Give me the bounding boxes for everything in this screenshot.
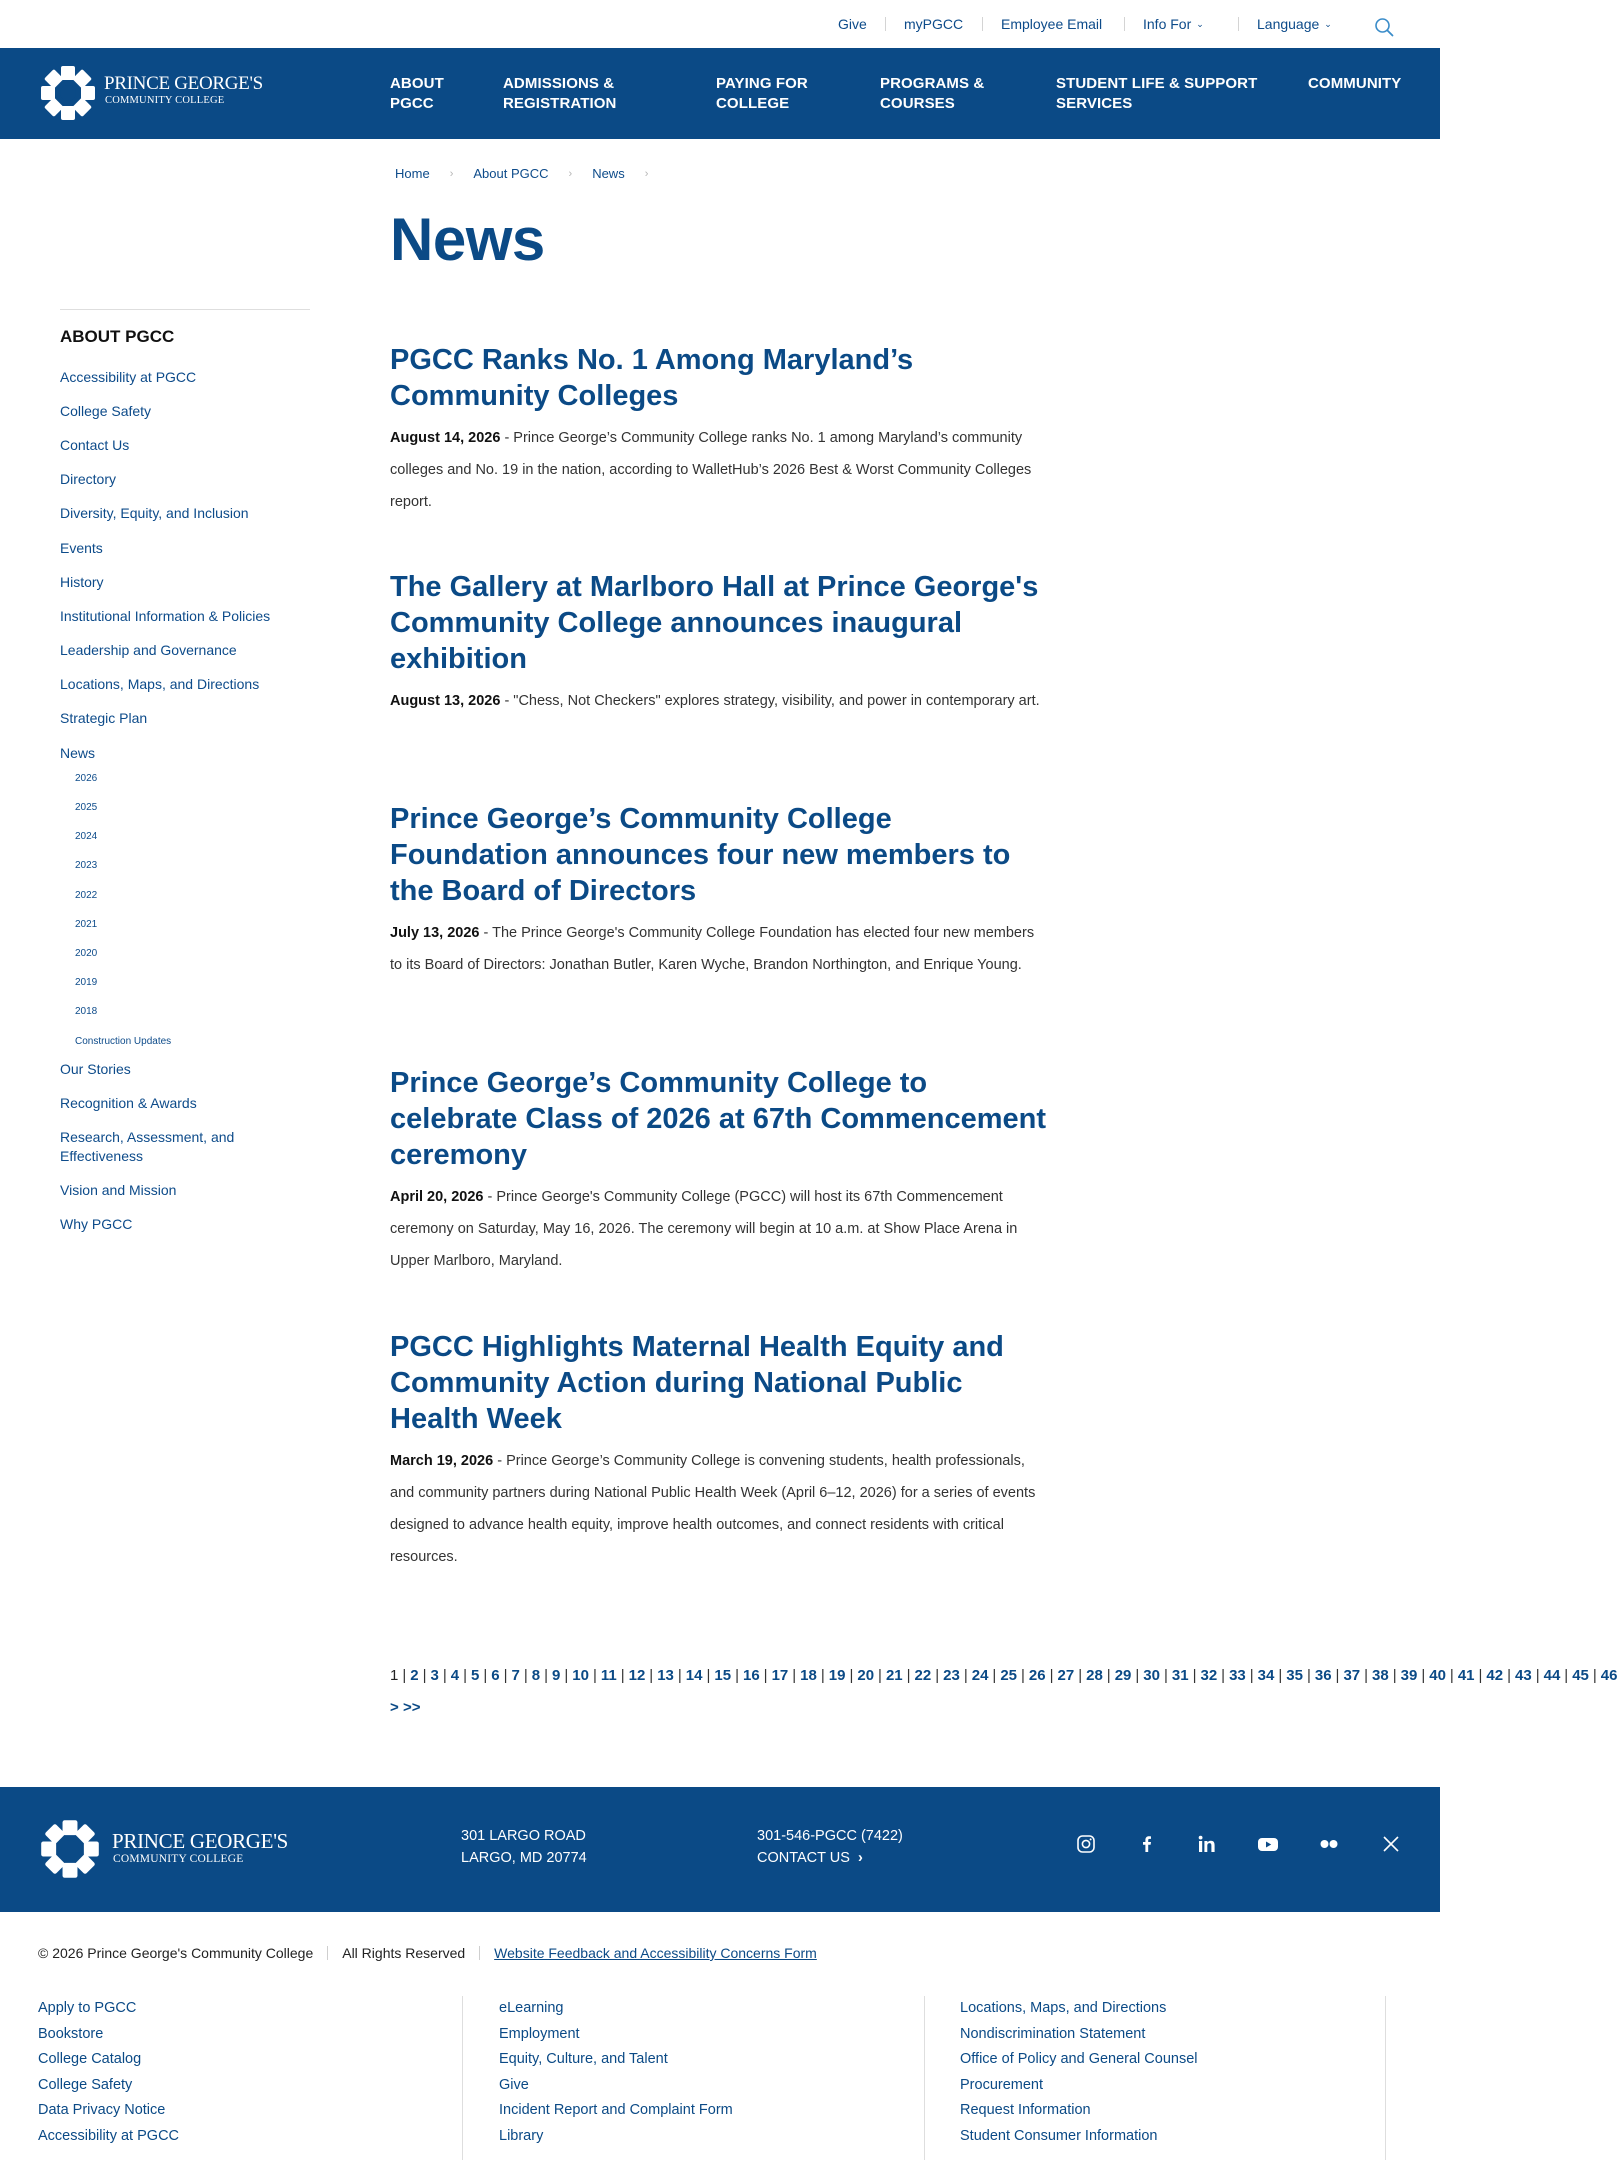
article-summary: [390, 917, 1050, 981]
nav-label: COMMUNITY: [1308, 75, 1402, 92]
article-summary: [390, 1181, 1050, 1277]
pagination-page-link[interactable]: 4: [450, 1667, 460, 1684]
x-twitter-link[interactable]: [1380, 1833, 1402, 1855]
pagination-next-link[interactable]: >: [390, 1699, 399, 1716]
footer-column-divider: [462, 1996, 463, 2160]
pagination-page-link[interactable]: 21: [885, 1667, 903, 1684]
pagination-separator: |: [1106, 1667, 1111, 1684]
nav-student-life-support[interactable]: [1056, 74, 1257, 114]
nav-label: STUDENT LIFE & SUPPORT SERVICES: [1056, 75, 1258, 112]
employee-email-link[interactable]: Employee Email: [1001, 16, 1103, 32]
pagination-separator: |: [463, 1667, 467, 1684]
x-icon: [1382, 1835, 1400, 1853]
pagination-separator: |: [1535, 1667, 1540, 1684]
utility-bar: [0, 0, 1440, 48]
pagination-separator: |: [544, 1667, 548, 1684]
news-article: [390, 1065, 1050, 1277]
article-title-link[interactable]: Prince George’s Community College to celebrate Class of 2026 at 67th Commencement ceremony: [390, 1067, 1046, 1171]
sidebar-divider: [60, 309, 310, 310]
pagination-separator: |: [483, 1667, 488, 1684]
nav-label: ABOUT PGCC: [390, 75, 444, 112]
sidebar-news-year[interactable]: 2018: [75, 1006, 98, 1017]
article-summary: [390, 422, 1050, 518]
linkedin-link[interactable]: [1196, 1833, 1218, 1855]
utility-separator: [1238, 17, 1239, 31]
main-navigation: [0, 48, 1440, 139]
pagination: [390, 1660, 1617, 1724]
pagination-separator: |: [1421, 1667, 1426, 1684]
sidebar-heading: ABOUT PGCC: [60, 327, 175, 346]
flickr-icon: [1318, 1834, 1340, 1854]
pagination-separator: |: [763, 1667, 768, 1684]
article-text: - Prince George’s Community College ranks No. 1 among Maryland’s community colleges and No. 19 in the nation, according to WalletHub’s 2026 Best & Worst Community Colleges report.: [390, 430, 1032, 510]
footer-link[interactable]: Library: [499, 2127, 544, 2144]
pagination-page-link[interactable]: 30: [1143, 1667, 1160, 1684]
footer-link[interactable]: Apply to PGCC: [38, 2000, 137, 2016]
pagination-current-page: 1: [390, 1667, 399, 1684]
pagination-separator: |: [649, 1667, 654, 1684]
pagination-page-link[interactable]: 13: [657, 1667, 674, 1684]
pagination-separator: |: [792, 1667, 797, 1684]
footer-link[interactable]: Procurement: [960, 2076, 1044, 2093]
pagination-separator: |: [878, 1667, 882, 1684]
legal-separator: [479, 1946, 480, 1960]
pagination-separator: |: [1278, 1667, 1283, 1684]
pagination-page-link[interactable]: 24: [971, 1667, 989, 1684]
sidebar-news-construction-updates[interactable]: Construction Updates: [75, 1036, 172, 1047]
pagination-page-link[interactable]: 10: [572, 1667, 589, 1684]
nav-programs-courses[interactable]: [880, 74, 984, 114]
pagination-separator: |: [735, 1667, 739, 1684]
rights-text: All Rights Reserved: [342, 1945, 466, 1961]
pagination-separator: |: [1392, 1667, 1397, 1684]
pagination-page-link[interactable]: 29: [1114, 1667, 1132, 1684]
copyright-text: © 2026 Prince George's Community College: [38, 1945, 314, 1961]
pagination-separator: |: [1221, 1667, 1226, 1684]
pagination-separator: |: [935, 1667, 940, 1684]
sidebar-item-contact-us[interactable]: Contact Us: [60, 437, 130, 453]
article-date: March 19, 2026: [390, 1453, 494, 1469]
pagination-separator: |: [820, 1667, 825, 1684]
nav-about-pgcc[interactable]: [390, 74, 444, 114]
pagination-separator: |: [1021, 1667, 1025, 1684]
footer-link[interactable]: Nondiscrimination Statement: [960, 2025, 1146, 2042]
pagination-separator: |: [503, 1667, 508, 1684]
mypgcc-link[interactable]: myPGCC: [904, 16, 964, 32]
footer-link[interactable]: Employment: [499, 2025, 580, 2042]
article-title-link[interactable]: PGCC Highlights Maternal Health Equity and Community Action during National Public Health Week: [390, 1331, 1004, 1435]
pagination-page-link[interactable]: 15: [714, 1667, 732, 1684]
footer-link[interactable]: College Catalog: [38, 2051, 142, 2067]
search-icon: [1374, 17, 1394, 37]
pagination-page-link[interactable]: 11: [600, 1667, 617, 1684]
nav-community[interactable]: [1308, 74, 1401, 94]
footer-links-column-1: [38, 1996, 478, 2149]
flower-logo-icon: [38, 1817, 102, 1881]
pagination-separator: |: [422, 1667, 427, 1684]
breadcrumb-news[interactable]: News: [592, 166, 625, 181]
pagination-page-link[interactable]: 33: [1229, 1667, 1246, 1684]
sidebar-news-year[interactable]: 2019: [75, 977, 98, 988]
chevron-right-icon: ›: [449, 167, 454, 180]
pagination-separator: |: [620, 1667, 625, 1684]
article-text: - "Chess, Not Checkers" explores strategy, visibility, and power in contemporary art.: [500, 693, 1040, 709]
pagination-page-link[interactable]: 14: [685, 1667, 703, 1684]
pagination-page-link[interactable]: 16: [742, 1667, 760, 1684]
instagram-icon: [1076, 1834, 1096, 1854]
pagination-page-link[interactable]: 45: [1572, 1667, 1589, 1684]
nav-paying-for-college[interactable]: [716, 74, 808, 114]
info-for-dropdown[interactable]: [1143, 16, 1204, 32]
footer-logo-subtitle: COMMUNITY COLLEGE: [113, 1853, 244, 1865]
chevron-down-icon: ⌄: [1196, 19, 1204, 29]
chevron-right-icon: ›: [857, 1850, 863, 1866]
pagination-page-link[interactable]: 46: [1600, 1667, 1617, 1684]
news-article: [390, 1329, 1050, 1573]
pagination-page-link[interactable]: 23: [943, 1667, 960, 1684]
chevron-right-icon: ›: [644, 167, 649, 180]
pagination-page-link[interactable]: 41: [1457, 1667, 1475, 1684]
facebook-link[interactable]: [1136, 1833, 1158, 1855]
footer-link[interactable]: Data Privacy Notice: [38, 2102, 166, 2118]
pagination-page-link[interactable]: 27: [1057, 1667, 1075, 1684]
sidebar-item-directory[interactable]: Directory: [60, 471, 117, 487]
logo-name: PRINCE GEORGE'S: [104, 73, 263, 94]
pagination-separator: |: [564, 1667, 569, 1684]
pagination-separator: |: [1507, 1667, 1512, 1684]
pagination-separator: |: [963, 1667, 968, 1684]
pagination-separator: |: [1564, 1667, 1569, 1684]
breadcrumb-about-pgcc[interactable]: About PGCC: [473, 166, 549, 181]
sidebar-item-institutional-info[interactable]: Institutional Information & Policies: [60, 608, 271, 624]
pagination-separator: |: [1478, 1667, 1483, 1684]
pagination-page-link[interactable]: 19: [828, 1667, 846, 1684]
footer-link[interactable]: Incident Report and Complaint Form: [499, 2102, 733, 2118]
nav-label: PAYING FOR COLLEGE: [716, 75, 808, 112]
nav-admissions-registration[interactable]: [503, 74, 616, 114]
pagination-separator: |: [1192, 1667, 1197, 1684]
footer-college-logo[interactable]: [38, 1817, 298, 1883]
pagination-separator: |: [1163, 1667, 1168, 1684]
article-date: August 13, 2026: [390, 693, 501, 709]
sidebar-item-recognition[interactable]: Recognition & Awards: [60, 1095, 197, 1111]
footer-link[interactable]: Give: [499, 2076, 529, 2093]
nav-label: PROGRAMS & COURSES: [880, 75, 985, 112]
sidebar-item-our-stories[interactable]: Our Stories: [60, 1061, 131, 1077]
facebook-icon: [1137, 1834, 1157, 1854]
page-title: News: [390, 206, 545, 273]
sidebar-news-year[interactable]: 2025: [75, 802, 98, 813]
pagination-separator: |: [1135, 1667, 1140, 1684]
pagination-page-link[interactable]: 38: [1372, 1667, 1389, 1684]
sidebar-item-why-pgcc[interactable]: Why PGCC: [60, 1216, 133, 1232]
pagination-page-link[interactable]: 26: [1028, 1667, 1046, 1684]
sidebar-news-year[interactable]: 2020: [75, 948, 98, 959]
college-logo[interactable]: [38, 63, 268, 125]
news-article: [390, 342, 1050, 518]
pagination-last-link[interactable]: >>: [402, 1699, 421, 1716]
flickr-link[interactable]: [1318, 1833, 1340, 1855]
footer-address-line1: 301 LARGO ROAD: [461, 1828, 586, 1844]
footer-column-divider: [1385, 1996, 1386, 2160]
pagination-separator: |: [677, 1667, 682, 1684]
sidebar-item-news[interactable]: News: [60, 745, 96, 761]
pagination-page-link[interactable]: 39: [1400, 1667, 1418, 1684]
pagination-page-link[interactable]: 2: [410, 1667, 419, 1684]
sidebar-item-research[interactable]: Research, Assessment, and Effectiveness: [60, 1129, 235, 1164]
pagination-separator: |: [592, 1667, 597, 1684]
article-title-link[interactable]: Prince George’s Community College Foundation announces four new members to the Board of Directors: [390, 803, 1011, 907]
pagination-page-link[interactable]: 7: [511, 1667, 520, 1684]
footer-phone-link[interactable]: 301-546-PGCC (7422): [757, 1828, 903, 1844]
sidebar-item-accessibility[interactable]: Accessibility at PGCC: [60, 369, 197, 385]
pagination-page-link[interactable]: 22: [914, 1667, 932, 1684]
language-label: Language: [1257, 16, 1320, 32]
sidebar-item-leadership[interactable]: Leadership and Governance: [60, 642, 237, 658]
linkedin-icon: [1197, 1834, 1217, 1854]
sidebar-item-events[interactable]: Events: [60, 540, 103, 556]
footer-link[interactable]: Equity, Culture, and Talent: [499, 2051, 668, 2067]
pagination-page-link[interactable]: 34: [1257, 1667, 1275, 1684]
footer-links-column-2: [499, 1996, 939, 2149]
contact-us-label: CONTACT US: [757, 1850, 850, 1866]
footer-logo-name: PRINCE GEORGE'S: [112, 1829, 289, 1853]
pagination-page-link[interactable]: 31: [1171, 1667, 1189, 1684]
pagination-page-link[interactable]: 35: [1286, 1667, 1303, 1684]
footer-link[interactable]: Accessibility at PGCC: [38, 2127, 180, 2144]
sidebar-item-college-safety[interactable]: College Safety: [60, 403, 152, 419]
sidebar-news-year[interactable]: 2022: [75, 890, 98, 901]
legal-bar: [38, 1945, 817, 1961]
feedback-form-link[interactable]: Website Feedback and Accessibility Concerns Form: [494, 1945, 817, 1961]
pagination-page-link[interactable]: 3: [430, 1667, 439, 1684]
sidebar-news-year[interactable]: 2026: [75, 773, 98, 784]
pagination-separator: |: [442, 1667, 447, 1684]
pagination-page-link[interactable]: 32: [1200, 1667, 1218, 1684]
pagination-separator: |: [1306, 1667, 1311, 1684]
footer-link[interactable]: College Safety: [38, 2076, 133, 2093]
pagination-separator: |: [1249, 1667, 1254, 1684]
sidebar-item-vision-mission[interactable]: Vision and Mission: [60, 1182, 177, 1198]
article-title-link[interactable]: PGCC Ranks No. 1 Among Maryland’s Community Colleges: [390, 344, 914, 412]
info-for-label: Info For: [1143, 16, 1192, 32]
pagination-page-link[interactable]: 17: [771, 1667, 789, 1684]
article-title-link[interactable]: The Gallery at Marlboro Hall at Prince George's Community College announces inaugural exhibition: [390, 571, 1039, 675]
article-text: - Prince George’s Community College is convening students, health professionals, and community partners during National Public Health Week (April 6–12, 2026) for a series of events designed to advance health equity, improve health outcomes, and connect residents with critical resources.: [390, 1453, 1036, 1565]
pagination-page-link[interactable]: 8: [531, 1667, 541, 1684]
pagination-page-link[interactable]: 28: [1086, 1667, 1103, 1684]
pagination-separator: |: [1364, 1667, 1369, 1684]
pagination-page-link[interactable]: 5: [471, 1667, 480, 1684]
pagination-separator: |: [1449, 1667, 1454, 1684]
article-date: July 13, 2026: [390, 925, 480, 941]
pagination-separator: |: [1335, 1667, 1340, 1684]
pagination-page-link[interactable]: 42: [1486, 1667, 1504, 1684]
logo-subtitle: COMMUNITY COLLEGE: [105, 95, 225, 106]
footer-link[interactable]: Student Consumer Information: [960, 2127, 1158, 2144]
pagination-separator: |: [849, 1667, 854, 1684]
chevron-down-icon: ⌄: [1324, 19, 1332, 29]
breadcrumb-home[interactable]: Home: [395, 166, 430, 181]
pagination-page-link[interactable]: 18: [800, 1667, 817, 1684]
pagination-page-link[interactable]: 9: [552, 1667, 561, 1684]
sidebar-news-year[interactable]: 2024: [75, 831, 98, 842]
pagination-page-link[interactable]: 25: [1000, 1667, 1018, 1684]
give-link[interactable]: Give: [838, 16, 867, 32]
pagination-page-link[interactable]: 43: [1515, 1667, 1532, 1684]
pagination-separator: |: [402, 1667, 407, 1684]
utility-separator: [1124, 17, 1125, 31]
pagination-separator: |: [1078, 1667, 1083, 1684]
article-summary: [390, 685, 1050, 717]
pagination-separator: |: [706, 1667, 711, 1684]
pagination-page-link[interactable]: 6: [491, 1667, 500, 1684]
sidebar-news-year[interactable]: 2023: [75, 860, 98, 871]
chevron-right-icon: ›: [568, 167, 573, 180]
instagram-link[interactable]: [1075, 1833, 1097, 1855]
pagination-separator: |: [1049, 1667, 1054, 1684]
footer-link[interactable]: eLearning: [499, 2000, 564, 2016]
sidebar-item-strategic-plan[interactable]: Strategic Plan: [60, 710, 148, 726]
pagination-separator: |: [992, 1667, 997, 1684]
pagination-separator: |: [906, 1667, 911, 1684]
utility-separator: [982, 17, 983, 31]
footer-link[interactable]: Locations, Maps, and Directions: [960, 2000, 1167, 2016]
sidebar-item-dei[interactable]: Diversity, Equity, and Inclusion: [60, 505, 249, 521]
footer-bottom: [0, 1912, 1440, 2160]
sidebar-item-history[interactable]: History: [60, 574, 104, 590]
nav-label: ADMISSIONS & REGISTRATION: [503, 75, 617, 112]
language-dropdown[interactable]: [1257, 16, 1332, 32]
footer-link[interactable]: Request Information: [960, 2102, 1091, 2118]
sidebar-item-locations[interactable]: Locations, Maps, and Directions: [60, 676, 260, 692]
footer-contact-us-link[interactable]: [757, 1847, 863, 1869]
article-summary: [390, 1445, 1050, 1573]
search-button[interactable]: [1374, 17, 1394, 37]
pagination-page-link[interactable]: 36: [1314, 1667, 1332, 1684]
sidebar-news-year[interactable]: 2021: [75, 919, 98, 930]
pagination-page-link[interactable]: 44: [1543, 1667, 1561, 1684]
footer-links-column-3: [960, 1996, 1400, 2149]
legal-separator: [327, 1946, 328, 1960]
article-text: - The Prince George's Community College Foundation has elected four new members to its Board of Directors: Jonathan Butler, Karen Wyche, Brandon Northington, and Enrique Young.: [390, 925, 1035, 973]
pagination-separator: |: [523, 1667, 528, 1684]
utility-separator: [885, 17, 886, 31]
breadcrumb: [395, 166, 668, 181]
pagination-page-link[interactable]: 40: [1429, 1667, 1446, 1684]
youtube-link[interactable]: [1257, 1833, 1279, 1855]
pagination-page-link[interactable]: 20: [857, 1667, 875, 1684]
pagination-separator: |: [1592, 1667, 1597, 1684]
article-date: August 14, 2026: [390, 430, 501, 446]
article-text: - Prince George's Community College (PGCC) will host its 67th Commencement ceremony on Saturday, May 16, 2026. The ceremony will begin at 10 a.m. at Show Place Arena in Upper Marlboro, Maryland.: [390, 1189, 1018, 1269]
news-article: [390, 569, 1050, 717]
article-date: April 20, 2026: [390, 1189, 484, 1205]
footer-address-line2: LARGO, MD 20774: [461, 1850, 587, 1866]
footer-column-divider: [924, 1996, 925, 2160]
footer-link[interactable]: Office of Policy and General Counsel: [960, 2051, 1198, 2067]
youtube-icon: [1257, 1834, 1279, 1854]
flower-logo-icon: [38, 63, 98, 123]
footer-link[interactable]: Bookstore: [38, 2025, 104, 2042]
pagination-page-link[interactable]: 12: [628, 1667, 646, 1684]
footer-top: [0, 1787, 1440, 1912]
sidebar: [60, 309, 310, 1232]
pagination-page-link[interactable]: 37: [1343, 1667, 1361, 1684]
news-article: [390, 801, 1050, 981]
